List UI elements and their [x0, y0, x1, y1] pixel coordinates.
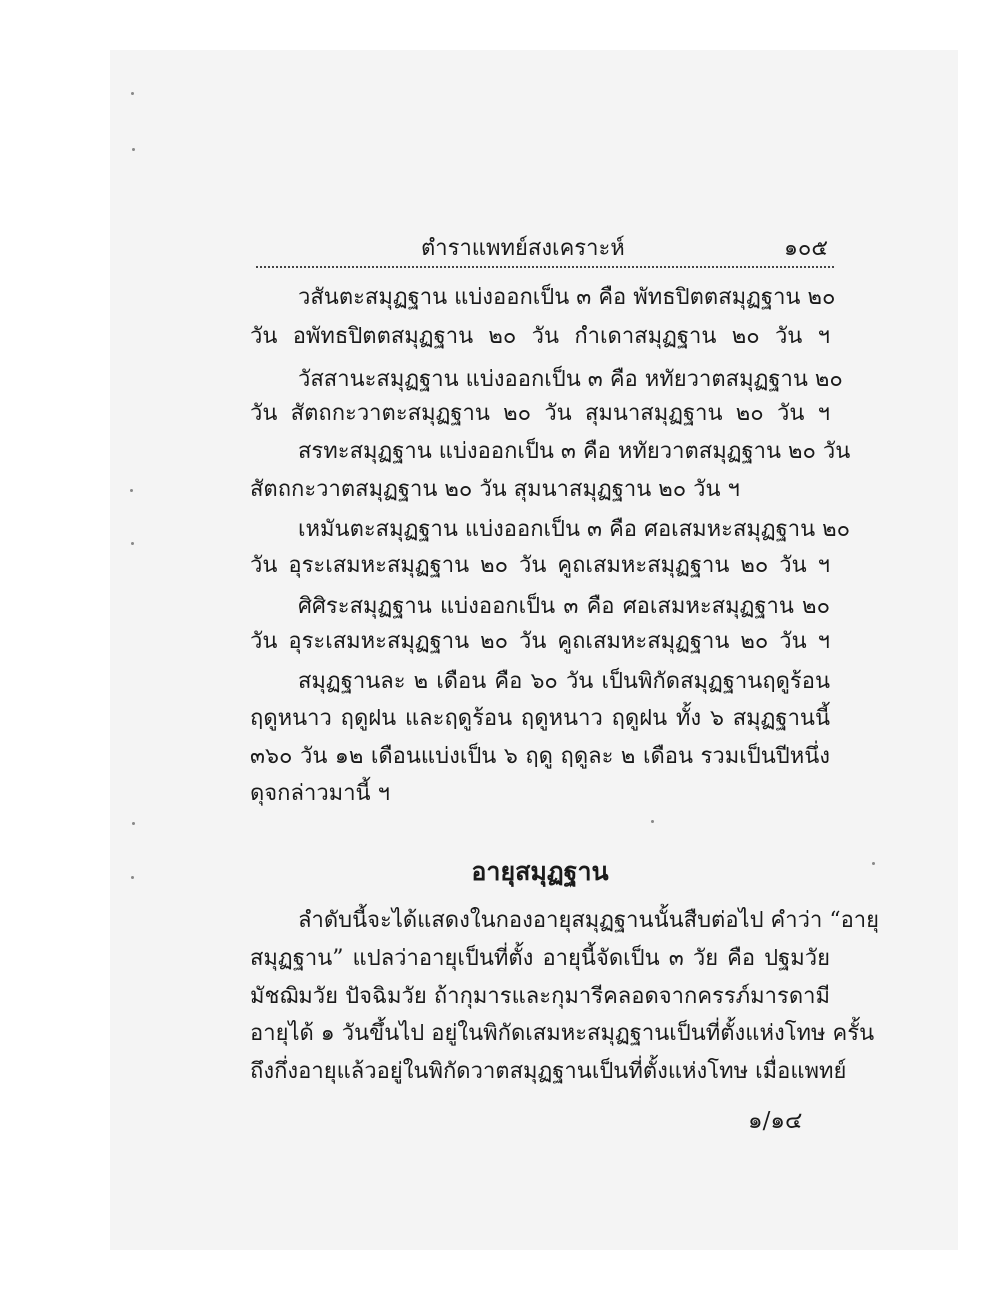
- text-line: สมุฏฐาน” แปลว่าอายุเป็นที่ตั้ง อายุนี้จัดเป็น ๓ วัย คือ ปฐมวัย: [250, 946, 830, 971]
- text-line: ๓๖๐ วัน ๑๒ เดือนแบ่งเป็น ๖ ฤดู ฤดูละ ๒ เดือน รวมเป็นปีหนึ่ง: [250, 744, 830, 769]
- running-header: [256, 228, 834, 268]
- text-line: วัน สัตถกะวาตะสมุฏฐาน ๒๐ วัน สุมนาสมุฏฐาน ๒๐ วัน ฯ: [250, 401, 830, 426]
- text-line: ศิศิระสมุฏฐาน แบ่งออกเป็น ๓ คือ ศอเสมหะสมุฏฐาน ๒๐: [298, 594, 830, 619]
- header-rule: [256, 266, 834, 268]
- scan-speck: [132, 148, 135, 151]
- text-line: อายุได้ ๑ วันขึ้นไป อยู่ในพิกัดเสมหะสมุฏฐานเป็นที่ตั้งแห่งโทษ ครั้น: [250, 1021, 875, 1046]
- scan-speck: [132, 822, 135, 825]
- text-line: สมุฏฐานละ ๒ เดือน คือ ๖๐ วัน เป็นพิกัดสมุฏฐานฤดูร้อน: [298, 669, 830, 694]
- scan-speck: [130, 489, 133, 492]
- text-line: ลำดับนี้จะได้แสดงในกองอายุสมุฏฐานนั้นสืบต่อไป คำว่า “อายุ: [298, 908, 880, 933]
- text-line: วัน อุระเสมหะสมุฏฐาน ๒๐ วัน คูถเสมหะสมุฏฐาน ๒๐ วัน ฯ: [250, 629, 830, 654]
- folio-mark: ๑/๑๔: [748, 1108, 803, 1134]
- text-line: สรทะสมุฏฐาน แบ่งออกเป็น ๓ คือ หทัยวาตสมุฏฐาน ๒๐ วัน: [298, 439, 851, 464]
- text-line: สัตถกะวาตสมุฏฐาน ๒๐ วัน สุมนาสมุฏฐาน ๒๐ วัน ฯ: [250, 477, 740, 502]
- text-line: ดุจกล่าวมานี้ ฯ: [250, 781, 390, 806]
- text-line: เหมันตะสมุฏฐาน แบ่งออกเป็น ๓ คือ ศอเสมหะสมุฏฐาน ๒๐: [298, 517, 851, 542]
- text-line: มัชฌิมวัย ปัจฉิมวัย ถ้ากุมารและกุมารีคลอดจากครรภ์มารดามี: [250, 984, 830, 1009]
- section-heading-text: อายุสมุฏฐาน: [471, 857, 609, 886]
- section-heading: [0, 852, 1000, 892]
- scan-speck: [131, 542, 134, 545]
- text-line: วัสสานะสมุฏฐาน แบ่งออกเป็น ๓ คือ หทัยวาตสมุฏฐาน ๒๐: [298, 367, 843, 392]
- header-title: ตำราแพทย์สงเคราะห์: [421, 236, 625, 261]
- text-line: ถึงกึ่งอายุแล้วอยู่ในพิกัดวาตสมุฏฐานเป็นที่ตั้งแห่งโทษ เมื่อแพทย์: [250, 1059, 847, 1084]
- header-page-number: ๑๐๕: [783, 236, 828, 261]
- text-line: วัน อพัทธปิตตสมุฏฐาน ๒๐ วัน กำเดาสมุฏฐาน ๒๐ วัน ฯ: [250, 324, 830, 349]
- scan-speck: [131, 92, 134, 95]
- scan-speck: [651, 820, 654, 823]
- text-line: วัน อุระเสมหะสมุฏฐาน ๒๐ วัน คูถเสมหะสมุฏฐาน ๒๐ วัน ฯ: [250, 553, 830, 578]
- text-line: ฤดูหนาว ฤดูฝน และฤดูร้อน ฤดูหนาว ฤดูฝน ทั้ง ๖ สมุฏฐานนี้: [250, 706, 830, 731]
- text-line: วสันตะสมุฏฐาน แบ่งออกเป็น ๓ คือ พัทธปิตตสมุฏฐาน ๒๐: [298, 285, 836, 310]
